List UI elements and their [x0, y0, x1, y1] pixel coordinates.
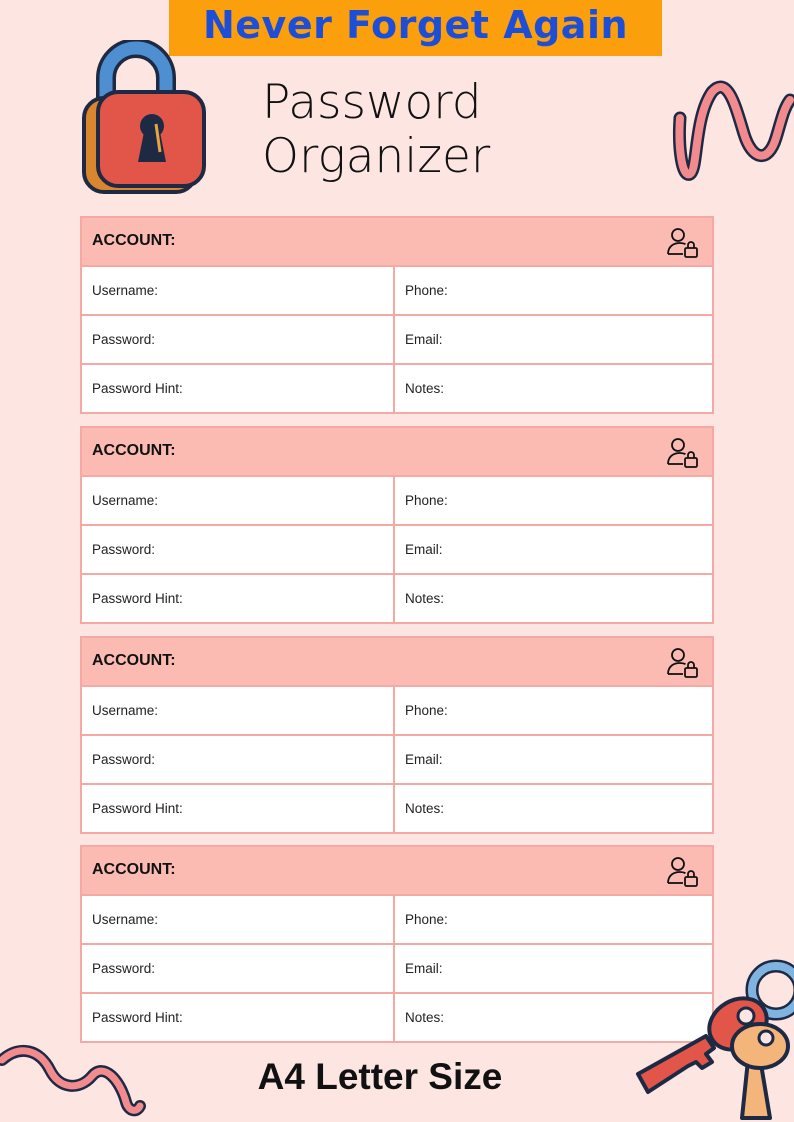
user-lock-icon [666, 855, 700, 889]
account-card [80, 216, 714, 414]
phone-field[interactable]: Phone: [405, 493, 448, 508]
password-field[interactable]: Password: [82, 736, 395, 783]
title-line-2: Organizer [262, 129, 491, 184]
banner-text: Never Forget Again [202, 3, 629, 47]
username-field[interactable]: Username: [82, 267, 395, 314]
card-header [82, 428, 712, 477]
card-title: ACCOUNT: [92, 442, 176, 459]
card-row [82, 316, 712, 365]
page-title [262, 76, 582, 184]
account-card [80, 845, 714, 1043]
notes-field[interactable]: Notes: [405, 1010, 445, 1025]
phone-field[interactable]: Phone: [405, 283, 448, 298]
username-field[interactable]: Username: [82, 687, 395, 734]
phone-field[interactable]: Phone: [405, 703, 448, 718]
card-title: ACCOUNT: [92, 861, 176, 878]
password-hint-field[interactable]: Password Hint: [82, 575, 395, 622]
card-row [82, 526, 712, 575]
email-field[interactable]: Email: [405, 752, 443, 767]
password-hint-field[interactable]: Password Hint: [82, 785, 395, 832]
card-row [82, 736, 712, 785]
username-field[interactable]: Username: [82, 477, 395, 524]
account-card [80, 636, 714, 834]
username-field[interactable]: Username: [82, 896, 395, 943]
password-field[interactable]: Password: [82, 945, 395, 992]
password-field[interactable]: Password: [82, 316, 395, 363]
account-card [80, 426, 714, 624]
card-header [82, 847, 712, 896]
card-row [82, 365, 712, 412]
card-title: ACCOUNT: [92, 232, 176, 249]
card-row [82, 945, 712, 994]
user-lock-icon [666, 436, 700, 470]
card-row [82, 477, 712, 526]
card-header [82, 638, 712, 687]
password-field[interactable]: Password: [82, 526, 395, 573]
email-field[interactable]: Email: [405, 542, 443, 557]
card-row [82, 896, 712, 945]
email-field[interactable]: Email: [405, 961, 443, 976]
card-row [82, 687, 712, 736]
title-line-1: Password [262, 75, 482, 130]
phone-field[interactable]: Phone: [405, 912, 448, 927]
card-title: ACCOUNT: [92, 652, 176, 669]
banner [169, 0, 662, 56]
password-hint-field[interactable]: Password Hint: [82, 365, 395, 412]
user-lock-icon [666, 226, 700, 260]
padlock-icon [78, 40, 210, 200]
squiggle-decoration [672, 78, 794, 182]
email-field[interactable]: Email: [405, 332, 443, 347]
notes-field[interactable]: Notes: [405, 381, 445, 396]
card-row [82, 267, 712, 316]
notes-field[interactable]: Notes: [405, 591, 445, 606]
footer-caption: A4 Letter Size [257, 1056, 503, 1097]
notes-field[interactable]: Notes: [405, 801, 445, 816]
user-lock-icon [666, 646, 700, 680]
card-row [82, 994, 712, 1041]
password-hint-field[interactable]: Password Hint: [82, 994, 395, 1041]
card-row [82, 575, 712, 622]
card-row [82, 785, 712, 832]
card-header [82, 218, 712, 267]
